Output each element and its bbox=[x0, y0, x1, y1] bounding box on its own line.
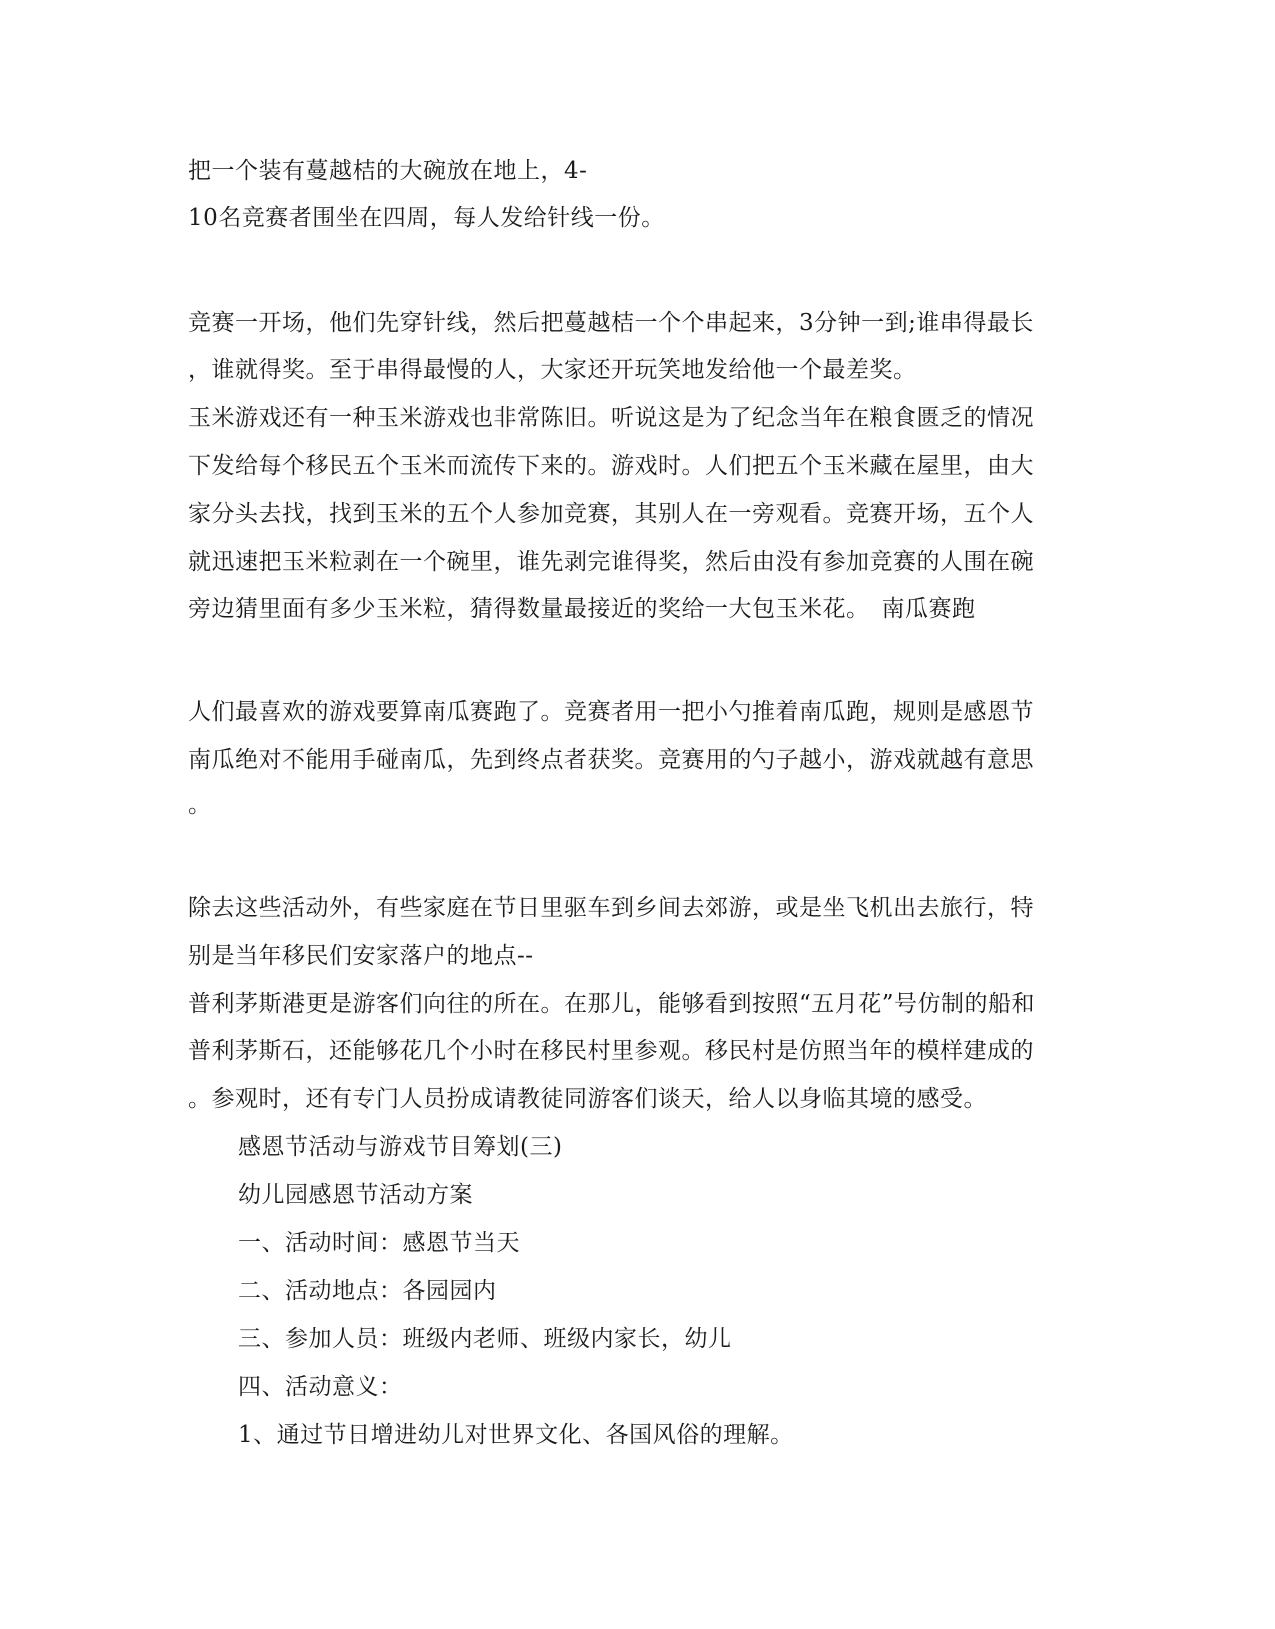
text-line: 。参观时，还有专门人员扮成请教徒同游客们谈天，给人以身临其境的感受。 bbox=[188, 1086, 987, 1112]
text-line: 家分头去找，找到玉米的五个人参加竞赛，其别人在一旁观看。竞赛开场，五个人 bbox=[188, 501, 1034, 527]
text-line: ，谁就得奖。至于串得最慢的人，大家还开玩笑地发给他一个最差奖。 bbox=[188, 357, 917, 383]
text-line: 就迅速把玉米粒剥在一个碗里，谁先剥完谁得奖，然后由没有参加竞赛的人围在碗 bbox=[188, 549, 1034, 575]
text-line: 。 bbox=[188, 792, 212, 818]
text-line: 玉米游戏还有一种玉米游戏也非常陈旧。听说这是为了纪念当年在粮食匮乏的情况 bbox=[188, 405, 1034, 431]
text-line: 普利茅斯港更是游客们向往的所在。在那儿，能够看到按照“五月花”号仿制的船和 bbox=[188, 991, 1036, 1017]
section-heading: 感恩节活动与游戏节目筹划(三) bbox=[238, 1134, 563, 1160]
list-item: 1、通过节日增进幼儿对世界文化、各国风俗的理解。 bbox=[238, 1422, 794, 1448]
list-item: 二、活动地点：各园园内 bbox=[238, 1278, 497, 1304]
section-subheading: 幼儿园感恩节活动方案 bbox=[238, 1182, 473, 1208]
text-line: 下发给每个移民五个玉米而流传下来的。游戏时。人们把五个玉米藏在屋里，由大 bbox=[188, 453, 1034, 479]
text-line: 除去这些活动外，有些家庭在节日里驱车到乡间去郊游，或是坐飞机出去旅行，特 bbox=[188, 895, 1034, 921]
list-item: 四、活动意义： bbox=[238, 1374, 403, 1400]
text-line: 10名竞赛者围坐在四周，每人发给针线一份。 bbox=[188, 205, 665, 231]
text-line: 把一个装有蔓越桔的大碗放在地上，4- bbox=[188, 158, 588, 184]
text-line: 南瓜绝对不能用手碰南瓜，先到终点者获奖。竞赛用的勺子越小，游戏就越有意思 bbox=[188, 747, 1034, 773]
text-line: 人们最喜欢的游戏要算南瓜赛跑了。竞赛者用一把小勺推着南瓜跑，规则是感恩节 bbox=[188, 699, 1034, 725]
text-line: 普利茅斯石，还能够花几个小时在移民村里参观。移民村是仿照当年的模样建成的 bbox=[188, 1038, 1034, 1064]
text-line: 别是当年移民们安家落户的地点-- bbox=[188, 943, 534, 969]
text-line: 旁边猜里面有多少玉米粒，猜得数量最接近的奖给一大包玉米花。 南瓜赛跑 bbox=[188, 596, 976, 622]
list-item: 三、参加人员：班级内老师、班级内家长，幼儿 bbox=[238, 1326, 732, 1352]
text-line: 竞赛一开场，他们先穿针线，然后把蔓越桔一个个串起来，3分钟一到;谁串得最长 bbox=[188, 310, 1034, 336]
list-item: 一、活动时间：感恩节当天 bbox=[238, 1230, 520, 1256]
